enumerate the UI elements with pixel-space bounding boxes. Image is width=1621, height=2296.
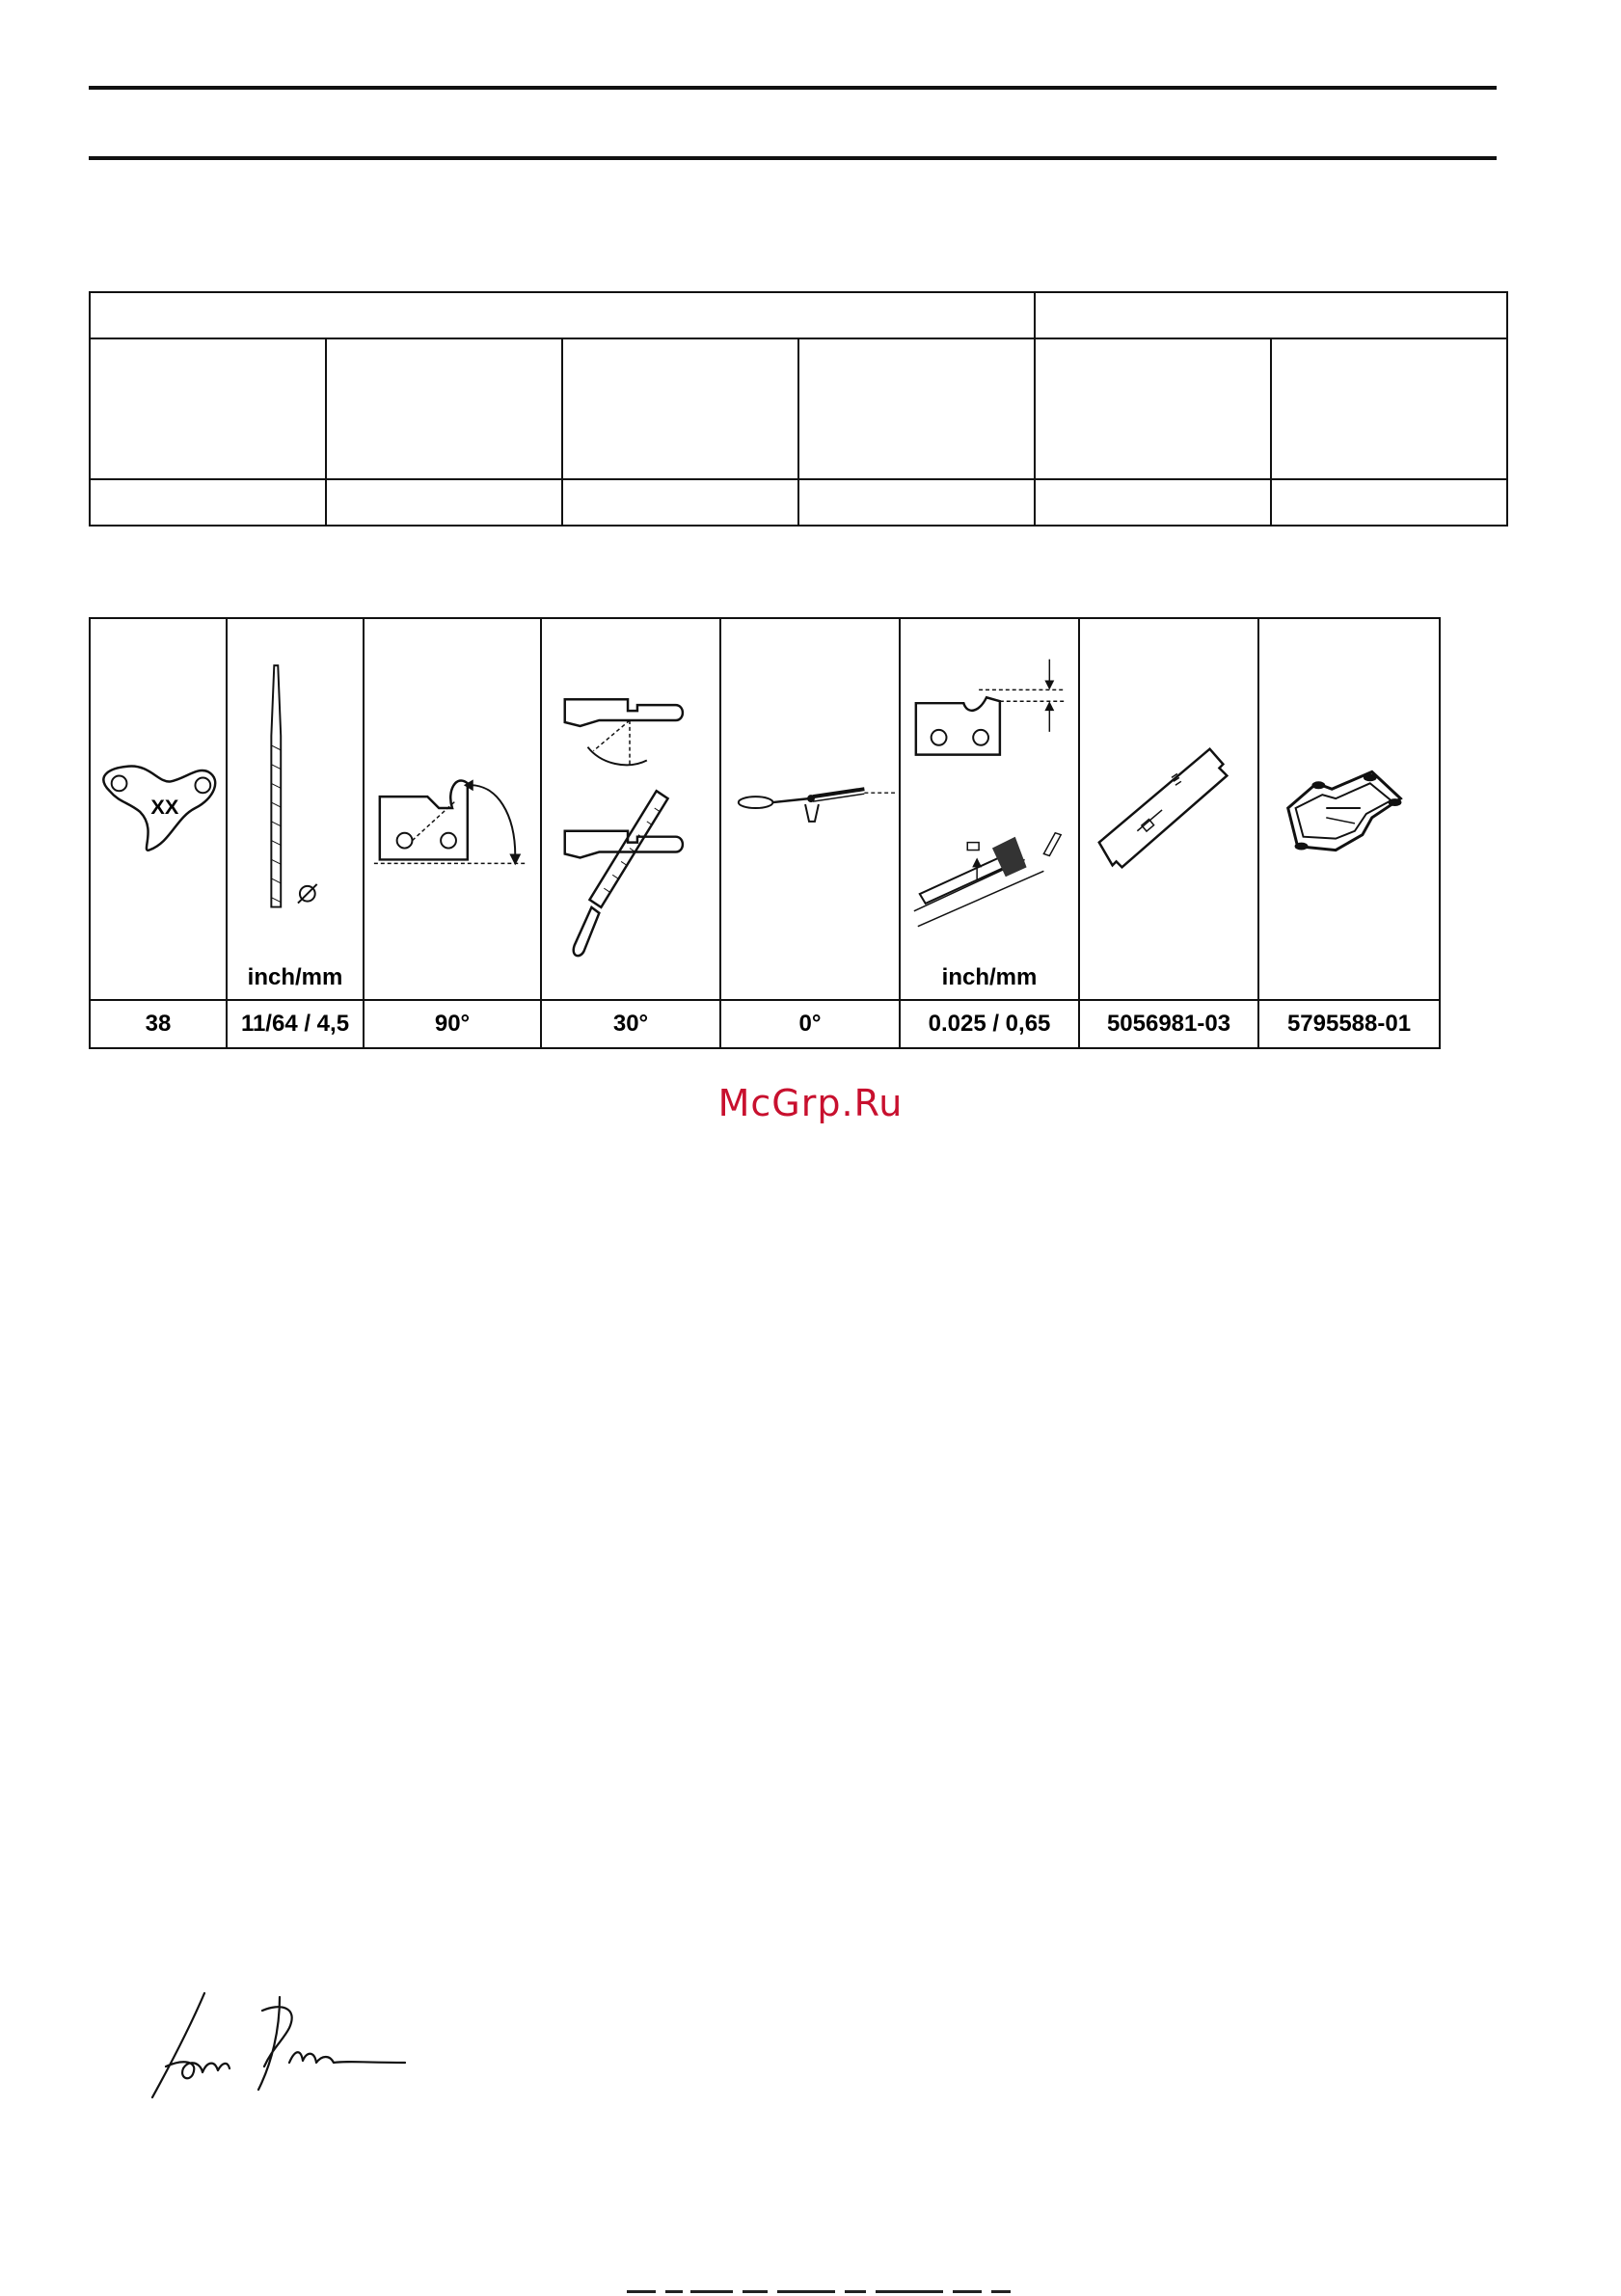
depth-gauge-tool-icon bbox=[1080, 619, 1257, 999]
file-holder-angle-icon bbox=[721, 619, 899, 999]
spec-sub-cell bbox=[798, 338, 1035, 479]
spec-header-right bbox=[1035, 292, 1507, 338]
footer-print-marks bbox=[627, 2289, 1032, 2295]
cell-top-plate-angle bbox=[364, 618, 541, 1000]
spec-sub-cell bbox=[562, 338, 798, 479]
second-rule bbox=[89, 156, 1497, 160]
cutter-top-plate-angle-icon bbox=[365, 619, 540, 999]
cell-depth-gauge-setting bbox=[900, 618, 1079, 1000]
cell-file-angle bbox=[541, 618, 720, 1000]
cell-depth-gauge-tool bbox=[1079, 618, 1258, 1000]
depth-gauge-unit: inch/mm bbox=[941, 964, 1038, 990]
depth-gauge-setting-icon bbox=[901, 619, 1078, 999]
spec-value-cell bbox=[1035, 479, 1271, 526]
value-file-diameter: 11/64 / 4,5 bbox=[227, 1000, 364, 1048]
sharpening-tools-table bbox=[89, 617, 1441, 1049]
spec-sub-cell bbox=[326, 338, 562, 479]
spec-value-cell bbox=[326, 479, 562, 526]
value-depth-gauge-setting: 0.025 / 0,65 bbox=[900, 1000, 1079, 1048]
cell-file-holder-angle bbox=[720, 618, 900, 1000]
spec-value-cell bbox=[1271, 479, 1507, 526]
spec-sub-cell bbox=[90, 338, 326, 479]
value-depth-gauge-tool-part-no: 5056981-03 bbox=[1079, 1000, 1258, 1048]
round-file-icon bbox=[228, 619, 363, 999]
top-rule bbox=[89, 86, 1497, 90]
spec-value-cell bbox=[562, 479, 798, 526]
file-diameter-unit: inch/mm bbox=[247, 964, 343, 990]
value-file-holder-part-no: 5795588-01 bbox=[1258, 1000, 1440, 1048]
drive-link-mark: XX bbox=[150, 794, 179, 819]
cell-file-diameter bbox=[227, 618, 364, 1000]
file-angle-icon bbox=[542, 619, 719, 999]
file-holder-tool-icon bbox=[1259, 619, 1439, 999]
cell-chain-code bbox=[90, 618, 227, 1000]
spec-value-cell bbox=[90, 479, 326, 526]
chain-drive-link-icon bbox=[91, 619, 226, 999]
spec-header-left bbox=[90, 292, 1035, 338]
specification-table bbox=[89, 291, 1508, 527]
spec-value-cell bbox=[798, 479, 1035, 526]
value-chain-code: 38 bbox=[90, 1000, 227, 1048]
value-top-plate-angle: 90° bbox=[364, 1000, 541, 1048]
cell-file-holder-tool bbox=[1258, 618, 1440, 1000]
watermark[interactable]: McGrp.Ru bbox=[717, 1082, 904, 1124]
value-file-angle: 30° bbox=[541, 1000, 720, 1048]
spec-sub-cell bbox=[1271, 338, 1507, 479]
spec-sub-cell bbox=[1035, 338, 1271, 479]
signature bbox=[145, 1982, 415, 2107]
value-file-holder-angle: 0° bbox=[720, 1000, 900, 1048]
